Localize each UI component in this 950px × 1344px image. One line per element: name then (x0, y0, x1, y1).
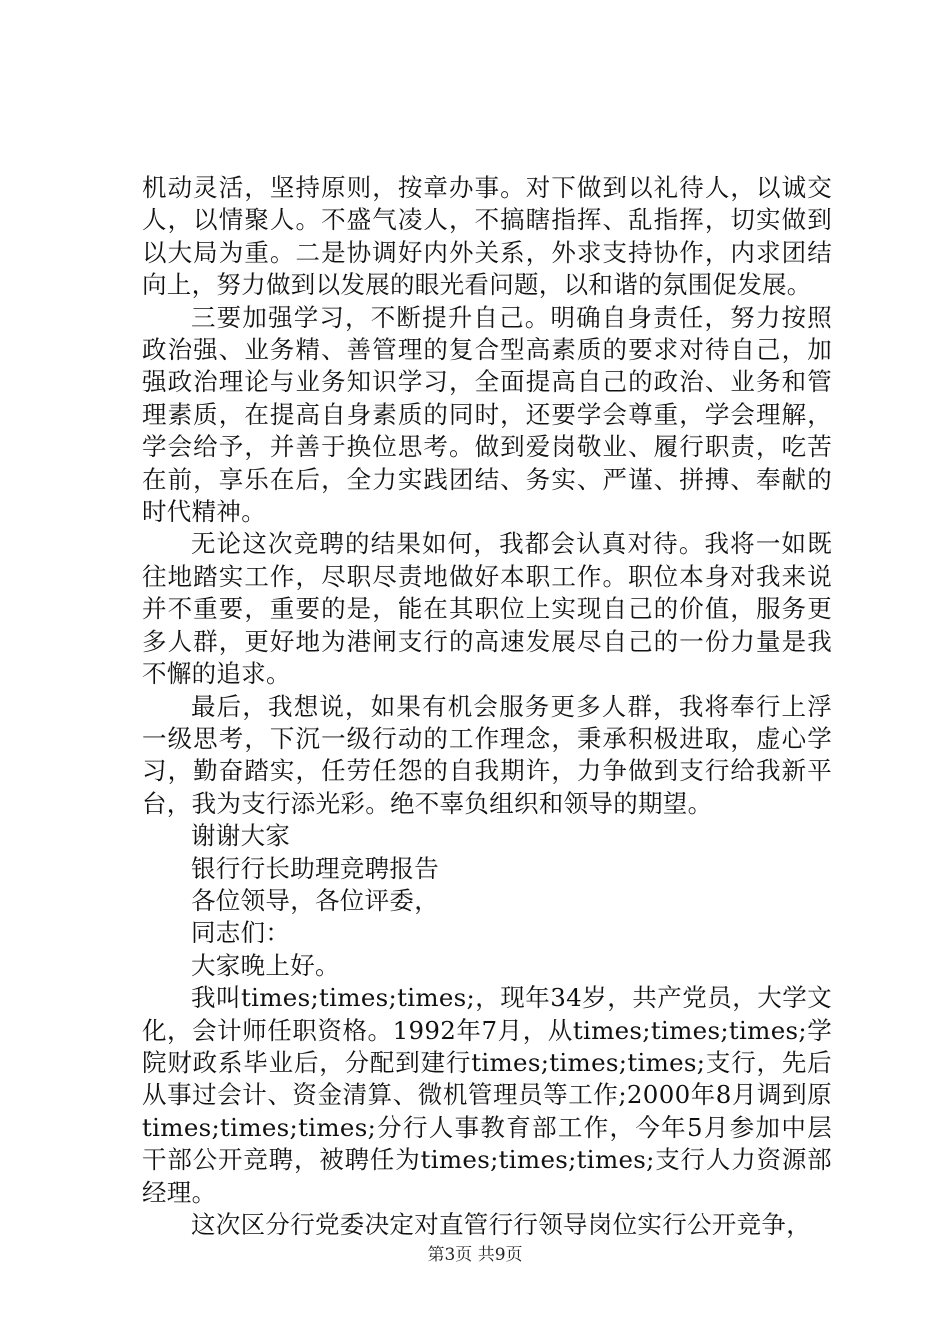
page-number-footer: 第3页 共9页 (427, 1245, 523, 1265)
greeting: 大家晚上好。 (191, 950, 340, 980)
paragraph-3: 无论这次竞聘的结果如何，我都会认真对待。我将一如既往地踏实工作，尽职尽责地做好本职工作。职位本身对我来说并不重要，重要的是，能在其职位上实现自己的价值，服务更多人群，更好地为港闸支行的高速发展尽自己的一份力量是我不懈的追求。 (142, 529, 832, 689)
paragraph-thanks: 谢谢大家 (191, 821, 291, 851)
section-title: 银行行长助理竞聘报告 (191, 853, 439, 883)
document-body (142, 172, 832, 1241)
paragraph-4: 最后，我想说，如果有机会服务更多人群，我将奉行上浮一级思考，下沉一级行动的工作理念，秉承积极进取，虚心学习，勤奋踏实，任劳任怨的自我期许，力争做到支行给我新平台，我为支行添光彩。绝不辜负组织和领导的期望。 (142, 691, 832, 818)
paragraph-introduction: 我叫times;times;times;，现年34岁，共产党员，大学文化，会计师任职资格。1992年7月，从times;times;times;学院财政系毕业后，分配到建行times;times;times;支行，先后从事过会计、资金清算、微机管理员等工作;2000年8月调到原times;times;times;分行人事教育部工作，今年5月参加中层干部公开竞聘，被聘任为times;times;times;支行人力资源部经理。 (142, 983, 832, 1207)
salutation-comrades: 同志们： (191, 918, 291, 948)
paragraph-final: 这次区分行党委决定对直管行行领导岗位实行公开竞争， (191, 1210, 811, 1239)
paragraph-1: 机动灵活，坚持原则，按章办事。对下做到以礼待人，以诚交人，以情聚人。不盛气凌人，不搞瞎指挥、乱指挥，切实做到以大局为重。二是协调好内外关系，外求支持协作，内求团结向上，努力做到以发展的眼光看问题，以和谐的氛围促发展。 (142, 173, 832, 300)
paragraph-2: 三要加强学习，不断提升自己。明确自身责任，努力按照政治强、业务精、善管理的复合型高素质的要求对待自己，加强政治理论与业务知识学习，全面提高自己的政治、业务和管理素质，在提高自身素质的同时，还要学会尊重，学会理解，学会给予，并善于换位思考。做到爱岗敬业、履行职责，吃苦在前，享乐在后，全力实践团结、务实、严谨、拼搏、奉献的时代精神。 (142, 302, 832, 527)
salutation-leaders: 各位领导，各位评委， (191, 885, 439, 915)
